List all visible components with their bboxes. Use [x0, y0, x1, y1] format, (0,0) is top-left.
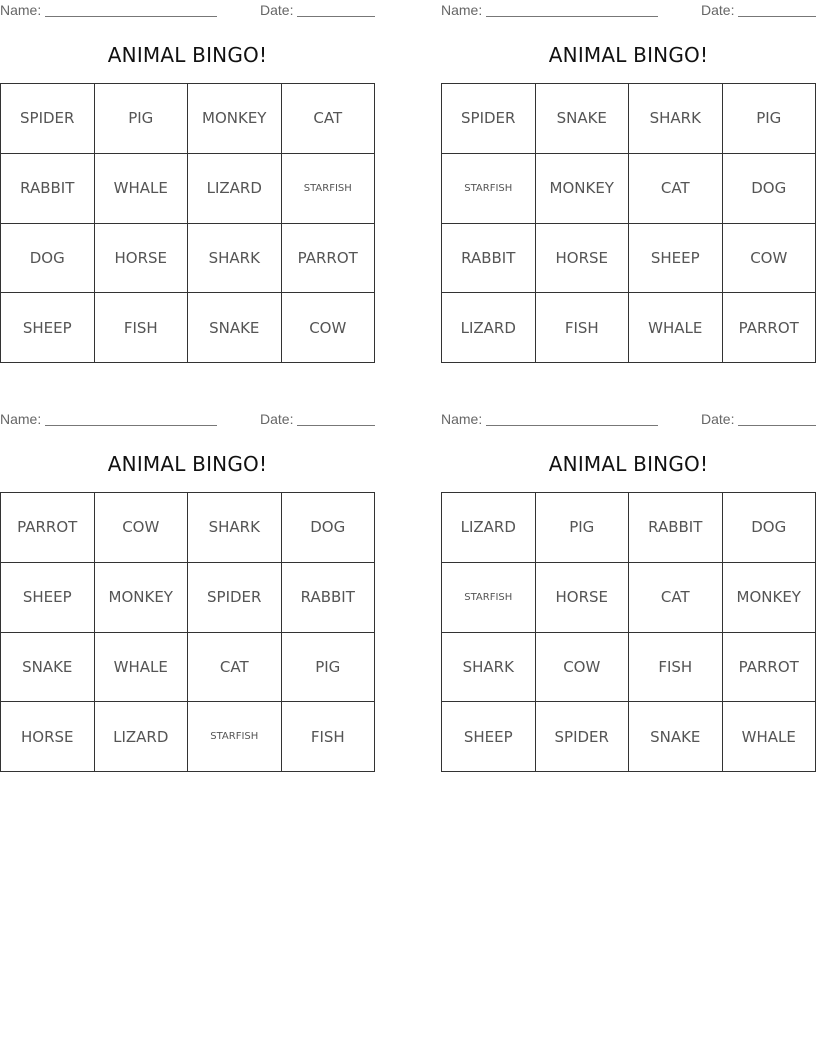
bingo-cell: LIZARD — [442, 293, 536, 363]
bingo-cell: SPIDER — [442, 84, 536, 154]
date-blank-line — [297, 16, 375, 17]
date-blank-line — [297, 425, 375, 426]
bingo-cell: SPIDER — [188, 563, 282, 633]
bingo-cell: DOG — [723, 493, 816, 563]
date-blank-line — [738, 16, 816, 17]
bingo-cell: SHEEP — [629, 224, 723, 294]
bingo-cell: STARFISH — [282, 154, 376, 224]
name-date-row — [441, 409, 816, 431]
bingo-cell: PIG — [282, 633, 376, 703]
bingo-cell: SHEEP — [442, 702, 536, 772]
date-blank-line — [738, 425, 816, 426]
bingo-cell: PIG — [95, 84, 189, 154]
bingo-cell: FISH — [629, 633, 723, 703]
name-label: Name: — [0, 411, 42, 427]
bingo-cell: WHALE — [723, 702, 816, 772]
bingo-cell: MONKEY — [95, 563, 189, 633]
bingo-cell: COW — [282, 293, 376, 363]
bingo-cell: LIZARD — [95, 702, 189, 772]
bingo-cell: STARFISH — [442, 154, 536, 224]
bingo-cell: SNAKE — [1, 633, 95, 703]
bingo-cell: WHALE — [95, 633, 189, 703]
date-label: Date: — [701, 2, 735, 18]
bingo-cell: HORSE — [536, 563, 630, 633]
bingo-grid — [441, 83, 816, 363]
bingo-cell: RABBIT — [442, 224, 536, 294]
bingo-cell: DOG — [1, 224, 95, 294]
bingo-cell: CAT — [629, 154, 723, 224]
bingo-cell: PARROT — [723, 633, 816, 703]
bingo-cell: MONKEY — [536, 154, 630, 224]
bingo-cell: SPIDER — [536, 702, 630, 772]
date-label: Date: — [260, 411, 294, 427]
bingo-cell: PIG — [723, 84, 816, 154]
bingo-cell: MONKEY — [723, 563, 816, 633]
bingo-grid — [0, 492, 375, 772]
bingo-cell: COW — [536, 633, 630, 703]
card-title: ANIMAL BINGO! — [107, 452, 268, 476]
bingo-card-2 — [441, 0, 816, 337]
card-title: ANIMAL BINGO! — [548, 43, 709, 67]
name-label: Name: — [441, 411, 483, 427]
bingo-cell: PIG — [536, 493, 630, 563]
bingo-cell: HORSE — [95, 224, 189, 294]
bingo-cell: COW — [95, 493, 189, 563]
bingo-cell: COW — [723, 224, 816, 294]
name-blank-line — [486, 425, 658, 426]
bingo-cell: CAT — [629, 563, 723, 633]
bingo-cell: WHALE — [95, 154, 189, 224]
bingo-cell: SHARK — [442, 633, 536, 703]
bingo-card-4 — [441, 409, 816, 746]
bingo-cell: SNAKE — [188, 293, 282, 363]
name-blank-line — [45, 16, 217, 17]
name-label: Name: — [0, 2, 42, 18]
bingo-card-3 — [0, 409, 375, 746]
bingo-cell: SNAKE — [536, 84, 630, 154]
bingo-cell: SHARK — [188, 493, 282, 563]
bingo-cell: SHEEP — [1, 293, 95, 363]
bingo-cell: SHARK — [629, 84, 723, 154]
bingo-cell: RABBIT — [629, 493, 723, 563]
bingo-cell: MONKEY — [188, 84, 282, 154]
name-blank-line — [486, 16, 658, 17]
bingo-cell: HORSE — [1, 702, 95, 772]
bingo-cell: FISH — [282, 702, 376, 772]
bingo-cell: HORSE — [536, 224, 630, 294]
bingo-cell: SHEEP — [1, 563, 95, 633]
bingo-cell: PARROT — [723, 293, 816, 363]
bingo-cell: SNAKE — [629, 702, 723, 772]
bingo-cell: SPIDER — [1, 84, 95, 154]
name-blank-line — [45, 425, 217, 426]
bingo-cell: STARFISH — [188, 702, 282, 772]
bingo-cell: LIZARD — [188, 154, 282, 224]
bingo-cell: RABBIT — [282, 563, 376, 633]
bingo-cell: CAT — [282, 84, 376, 154]
bingo-cell: CAT — [188, 633, 282, 703]
card-title: ANIMAL BINGO! — [107, 43, 268, 67]
bingo-cell: FISH — [95, 293, 189, 363]
bingo-cell: FISH — [536, 293, 630, 363]
bingo-cell: RABBIT — [1, 154, 95, 224]
name-date-row — [0, 409, 375, 431]
card-title: ANIMAL BINGO! — [548, 452, 709, 476]
date-label: Date: — [260, 2, 294, 18]
bingo-grid — [0, 83, 375, 363]
bingo-cell: DOG — [723, 154, 816, 224]
name-date-row — [441, 0, 816, 22]
date-label: Date: — [701, 411, 735, 427]
bingo-grid — [441, 492, 816, 772]
bingo-cell: PARROT — [1, 493, 95, 563]
bingo-cell: LIZARD — [442, 493, 536, 563]
name-date-row — [0, 0, 375, 22]
bingo-cell: STARFISH — [442, 563, 536, 633]
bingo-card-1 — [0, 0, 375, 337]
bingo-cell: PARROT — [282, 224, 376, 294]
name-label: Name: — [441, 2, 483, 18]
bingo-cell: DOG — [282, 493, 376, 563]
bingo-cell: SHARK — [188, 224, 282, 294]
bingo-cell: WHALE — [629, 293, 723, 363]
